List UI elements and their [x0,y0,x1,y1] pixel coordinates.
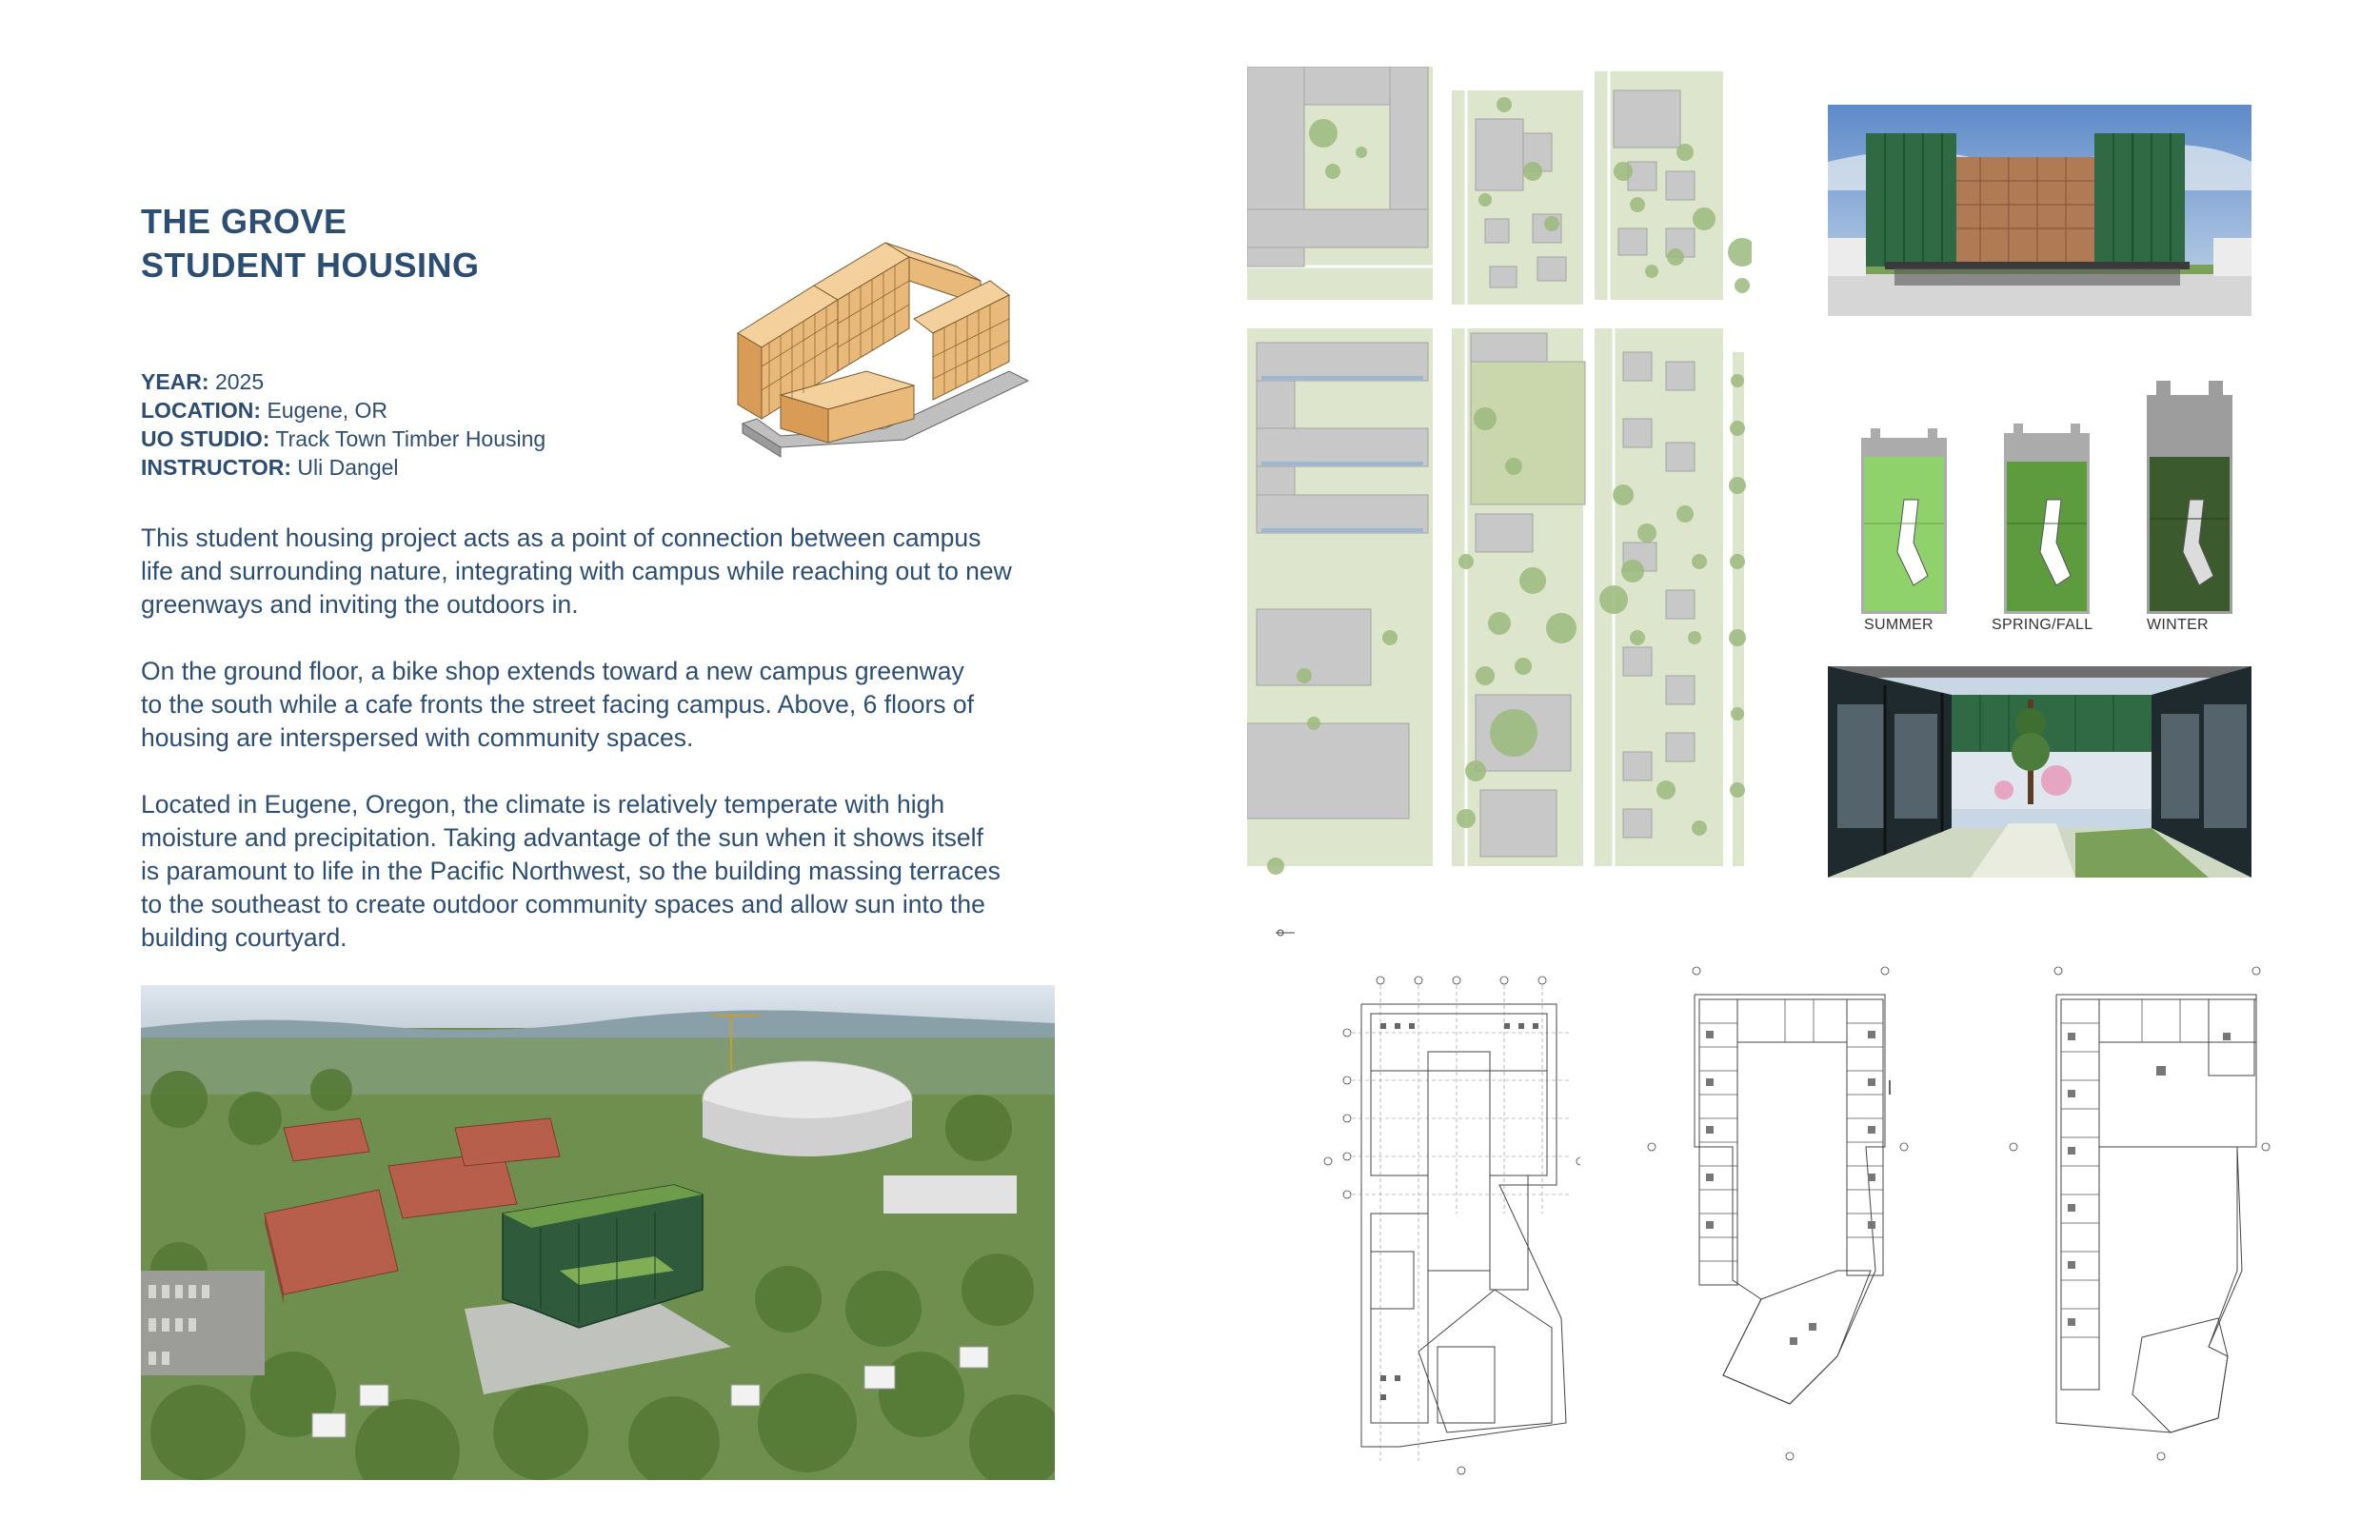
site-plan [1247,67,1752,876]
description-line: greenways and inviting the outdoors in. [141,590,579,619]
description-line: This student housing project acts as a point of connection between campus [141,523,982,552]
project-meta [141,367,545,482]
season-label-spring-fall: SPRING/FALL [1992,617,2093,633]
meta-instructor [141,453,545,482]
meta-studio-label: UO STUDIO: [141,426,270,451]
upper-floor-plan [1980,957,2285,1480]
season-label-winter: WINTER [2147,617,2209,633]
winter-diagram [2147,376,2232,614]
aerial-rendering [141,985,1055,1480]
meta-location-label: LOCATION: [141,398,262,423]
description-line: building courtyard. [141,923,347,952]
description-line: moisture and precipitation. Taking advantage of the sun when it shows itself [141,823,983,852]
title-line-2: STUDENT HOUSING [141,246,480,285]
typical-floor-plan [1618,957,1923,1480]
meta-instructor-value: Uli Dangel [297,455,399,480]
project-title [141,200,480,287]
description-line: life and surrounding nature, integrating with campus while reaching out to new [141,557,1012,585]
description-line: to the southeast to create outdoor community spaces and allow sun into the [141,890,985,918]
meta-year-value: 2025 [214,369,265,394]
description-line: to the south while a cafe fronts the street facing campus. Above, 6 floors of [141,690,974,719]
title-line-1: THE GROVE [141,202,347,241]
meta-year [141,367,545,396]
description-paragraph-3 [141,788,1074,955]
description-line: On the ground floor, a bike shop extends toward a new campus greenway [141,657,964,685]
season-label-summer: SUMMER [1864,617,1934,633]
description-paragraph-2 [141,655,1074,755]
meta-location [141,396,545,424]
description-line: housing are interspersed with community spaces. [141,723,694,752]
ground-floor-plan [1276,928,1580,1480]
axonometric-massing-model [724,228,1047,471]
description-paragraph-1 [141,522,1074,622]
meta-year-label: YEAR: [141,369,209,394]
description-line: Located in Eugene, Oregon, the climate is relatively temperate with high [141,790,945,819]
meta-studio [141,424,545,453]
meta-instructor-label: INSTRUCTOR: [141,455,292,480]
spring-fall-diagram [2004,419,2090,614]
summer-diagram [1861,419,1947,614]
meta-studio-value: Track Town Timber Housing [275,426,546,451]
description-line: is paramount to life in the Pacific Northwest, so the building massing terraces [141,857,1001,885]
meta-location-value: Eugene, OR [267,398,388,423]
courtyard-rendering [1828,666,2251,878]
exterior-rendering [1828,105,2251,316]
